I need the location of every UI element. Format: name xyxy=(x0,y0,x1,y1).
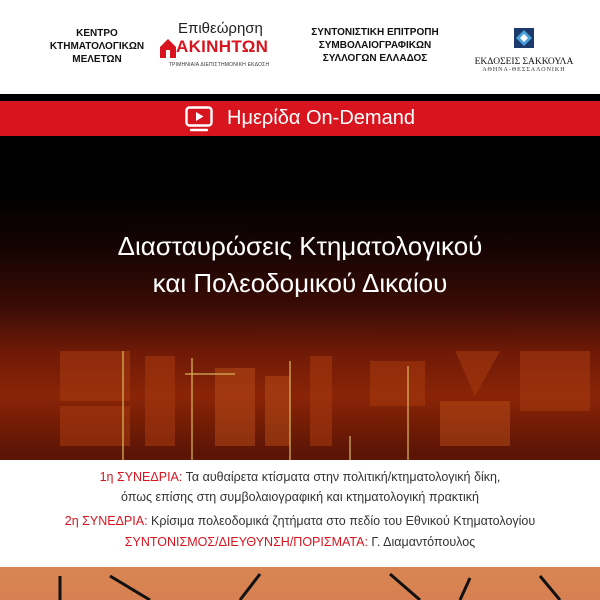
session-2-text: Κρίσιμα πολεοδομικά ζητήματα στο πεδίο του Εθνικού Κτηματολογίου xyxy=(151,514,536,528)
hero-title xyxy=(0,228,600,302)
epitheorisi-logo-top: Επιθεώρηση xyxy=(178,20,263,37)
on-demand-banner xyxy=(0,101,600,136)
coordination-line xyxy=(0,535,600,549)
syntonistiki-logo-line: ΣΥΜΒΟΛΑΙΟΓΡΑΦΙΚΩΝ xyxy=(318,40,432,51)
syntonistiki-logo xyxy=(300,26,450,65)
epitheorisi-logo-main: ΑΚΙΝΗΤΩΝ xyxy=(176,37,269,56)
sakkoulas-logo-city: ΑΘΗΝΑ-ΘΕΣΣΑΛΟΝΙΚΗ xyxy=(482,67,566,73)
session-1-label: 1η ΣΥΝΕΔΡΙΑ: xyxy=(99,470,183,484)
coordination-label: ΣΥΝΤΟΝΙΣΜΟΣ/ΔΙΕΥΘΥΝΣΗ/ΠΟΡΙΣΜΑΤΑ: xyxy=(124,535,368,549)
banner-title: Ημερίδα On-Demand xyxy=(227,107,415,129)
session-1-line-cont xyxy=(0,490,600,504)
kem-logo-line: ΜΕΛΕΤΩΝ xyxy=(72,54,122,65)
video-play-icon xyxy=(185,106,213,132)
house-icon xyxy=(160,38,176,58)
session-2-line xyxy=(0,514,600,528)
kem-logo-line: ΚΕΝΤΡΟ xyxy=(76,28,118,39)
epitheorisi-logo-subtitle: ΤΡΙΜΗΝΙΑΙΑ ΔΙΕΠΙΣΤΗΜΟΝΙΚΗ ΕΚΔΟΣΗ xyxy=(168,62,270,68)
session-1-line xyxy=(0,470,600,484)
hero-title-line: Διασταυρώσεις Κτηματολογικού xyxy=(117,231,483,261)
kem-logo-line: ΚΤΗΜΑΤΟΛΟΓΙΚΩΝ xyxy=(49,41,145,52)
syntonistiki-logo-line: ΣΥΝΤΟΝΙΣΤΙΚΗ ΕΠΙΤΡΟΠΗ xyxy=(311,27,439,38)
hero-title-line: και Πολεοδομικού Δικαίου xyxy=(152,268,448,298)
coordination-text: Γ. Διαμαντόπουλος xyxy=(371,535,476,549)
syntonistiki-logo-line: ΣΥΛΛΟΓΩΝ ΕΛΛΑΔΟΣ xyxy=(322,53,428,64)
sessions-panel xyxy=(0,460,600,567)
session-1-text-continued: όπως επίσης στη συμβολαιογραφική και κτηματολογική πρακτική xyxy=(121,490,479,504)
partner-logos-bar xyxy=(0,0,600,94)
sakkoulas-mark-icon xyxy=(512,26,536,50)
sakkoulas-logo xyxy=(460,26,588,73)
kem-logo xyxy=(38,27,156,66)
sakkoulas-logo-name: ΕΚΔΟΣΕΙΣ ΣΑΚΚΟΥΛΑ xyxy=(474,57,574,67)
session-1-text: Τα αυθαίρετα κτίσματα στην πολιτική/κτηματολογική δίκη, xyxy=(185,470,501,484)
session-2-label: 2η ΣΥΝΕΔΡΙΑ: xyxy=(64,514,148,528)
